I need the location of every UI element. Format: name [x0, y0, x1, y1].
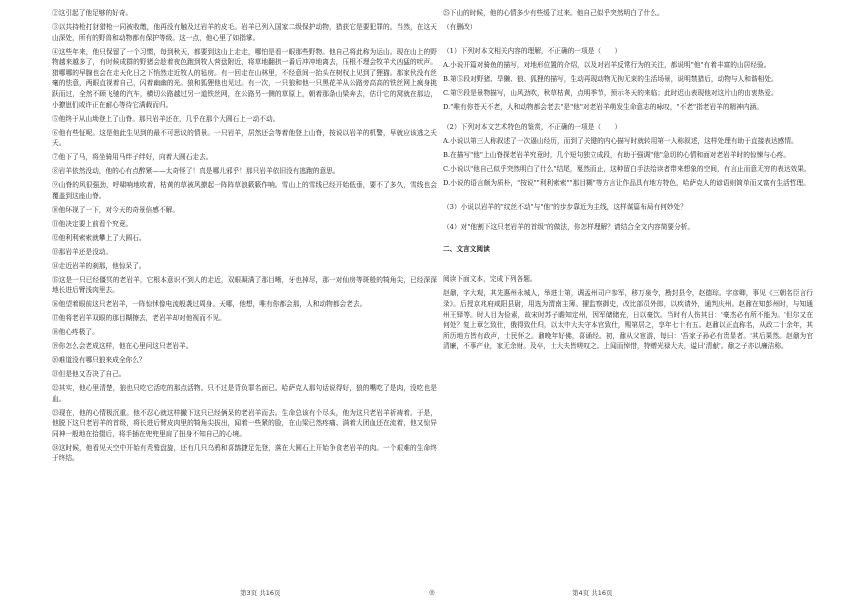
paragraph: ⑱他心疼极了。: [52, 328, 99, 337]
paragraph: ⑥他有些怔呢。这是他此生见到的最不可思议的情景。一只岩羊，居然还会等着他登上山脊，按说以岩羊的机警，早就应该逃之夭夭。: [52, 128, 437, 148]
paragraph: ④这些年来，他只保留了一个习惯，每到秋天，都要到这山上走走，哪怕是看一眼那些野物。他自己将此称为运山。现在山上的野物越来越多了，有时候成群的野猪会趁着夜色跑到牧人营盘附近，将草地翻拱一番后冲冲地离去，压根不理会牧羊犬凶猛的吠声。猎哪哪的早腺也会在走天化日之下悄然走近牧人的毡房。有一回走在山林里，不经意间一抬头在树杈上见到了狸猫。那家伙没有丝毫的怯意，两眼直视着自己，闪着幽幽的光。狼和狐狸他也见过。有一次，一只狼和他一只黑花羊从公路旁高高的铁丝网上疯身挑跃而过，全然不顾飞驰的汽车，横切公路越过另一道铁丝网，在公路另一侧的草原上，朝着那条山梁奔去，估计它的窝就在那边，小獠崽们或许正在耐心等待它满载而归。: [52, 47, 437, 109]
question-1-option-b: B.第⑤段对野猪、旱獭、狼、狐狸的描写，生动再现动物无拘无束的生活场景，说明禁猎后，动物与人和谐相处。: [443, 74, 778, 83]
paragraph: ㉔这时候，他看见天空中开始有秃鹫盘旋，还有几只乌鸦和喜鹊捷足先登，落在大圆石上开始争食老岩羊的肉。一个艰难的生命终于终结。: [52, 443, 437, 463]
paragraph: ㉓现在，他的心情极沉重。他不忍心就这样撇下这只已经俩呆的老岩羊而去。生命总该有个尽头，他为这只老岩羊祈祷着。于是，他脱下这只老岩羊的首级，将长进后臂皮肉里的犄角尖拔出，闻着一些紧的脸，在山梁已然疼痛、满着大团血还在流着，他又惊异同神一般地在拾掇后，将手插在兜兜里肩了扭身不知自己的心境。: [52, 408, 437, 438]
classical-passage: 赵鼐，字大观，其先惠州永城人，举进士第，调孟州司户参军，移万泉令，勘封县令，赵德琮。字彦卿，事见《三朝名臣言行录》。后授京兆府咸阳县尉，用选为渭南主簿。擢监察御史，改比部员外郎，以疾请外，通判庆州。赵鼐在知彭州时，与知通州王铎等。时人目为俭素，故宋时苏子瞻知定州，因军储储充，日以豪饮。当时有人伤其日：'豪杰必有所不能为。'但尔又在何处？复上章乞致仕，俄得致仕归，以太中大夫守本官致仕，赐第居之，享年七十有五。赵鼐以正直称名，从政二十余年，其所历地方皆有政声，士民怀之。鼐晚年好佛，喜诵经。初，鼐从父宦游，每曰：'吾家子孙必有贵显者。'其后果然。赵鼐为官清廉，不事产业，家无余财。及卒，士大夫皆嗟叹之。上闻而悼惜，特赠光禄大夫，谥曰'清献'。鼐之子亦以廉洁称。: [443, 289, 813, 351]
paragraph: ㉕下山的时候，他的心情多少有些缓了过来。他自己似乎突然明白了什么。: [443, 9, 664, 17]
question-3: （3）小说以岩羊的"纹丝不动"与"他"的步步靠近为主线，这样谋篇布局有何妙处？: [443, 202, 687, 211]
paragraph: ⑩他环视了一下，对今天的奇景倍感不解。: [52, 205, 180, 214]
footer-center-mark: ◎: [429, 588, 435, 596]
question-1-option-c: C.第⑨段是景物描写，山风劲吹，秋草枯黄，点明季节，预示冬天的来临；此时迟山表现他对这片山的由衷热爱。: [443, 88, 778, 97]
passage-intro: 阅读下面文本，完成下列各题。: [443, 275, 537, 284]
section-heading: 二、文言文阅读: [443, 244, 490, 253]
paragraph: ㉑但是他又否决了自己。: [52, 370, 126, 379]
paragraph: ⑰他将老岩羊双眼的那目糊擦去，老岩羊却对他视而不见。: [52, 314, 226, 323]
paragraph: ⑦他下了马，将坐骑用马绊子绊好，向着大圆石走去。: [52, 153, 213, 162]
paragraph: ㉒其实，他心里清楚，狼也只吃它活吃的那点活物。只不过是背负罪名面已。哈萨克人那句话说得好，狼的嘴吃了是肉，没吃也是血。: [52, 384, 437, 403]
paragraph: ⑤他终于从山坳登上了山脊。那只岩羊还在，几乎在那个大圆石上一动不动。: [52, 114, 280, 123]
paragraph: ⑲你怎么会老成这样，他在心里问这只老岩羊。: [52, 342, 193, 351]
paragraph: ⑮这是一只已经僵冥的老岩羊，它根本意识不到人的走近，双眼凝满了那目晰，牙也掉尽，那一对仙房等斑般的犄角尖，已经深深地长进后臂浅肉里去。: [52, 275, 437, 295]
source-note: （有删改）: [443, 22, 477, 31]
question-1-stem: （1）下列对本文相关内容的理解，不正确的一项是（ ）: [443, 46, 622, 55]
question-1-option-a: A.小说开篇对骑鱼的描写，对地形位置的介绍，以及对岩羊反常行为的关注，都说明"他"有着丰富的山居经验。: [443, 60, 771, 69]
question-2-stem: （2）下列对本文艺术特色的鉴赏，不正确的一项是（ ）: [443, 122, 622, 131]
question-2-option-c: C.小说以"他自己似乎突然明白了什么"结尾，戛然而止，这种留白手法给读者带来想象的空间，有言止而意无穷的表达效果。: [443, 164, 811, 173]
right-column: [443, 8, 813, 355]
paragraph: ⑪他决定要上前看个究竟。: [52, 219, 133, 228]
question-1-option-d: D."唯有你苍天不老，人和动物都会老去"是"他"对老岩羊萌发生命意志的咏叹，"不老"指老岩羊的精神内涵。: [443, 102, 763, 111]
paragraph: ⑳难道没有哪只狼来成全你么？: [52, 356, 146, 365]
paragraph: ⑨山脊的风很强劲，呼啸响地吹着，枯黄的草被风撩起一阵阵草浪簌簌作响。雪山上的雪线已经开始低垂，要不了多久，雪线也会覆盖到这座山脊。: [52, 181, 437, 200]
paragraph: ⑧岩羊依然没动，他的心有点醉紧——太奇怪了！真是哪儿邪乎！那只岩羊依旧没有逃跑的意思。: [52, 167, 340, 176]
paragraph: ⑫他利利索索就攀上了大圆石。: [52, 233, 146, 242]
footer-page-left: 第3页 共16页: [240, 589, 281, 597]
paragraph: ⑬那岩羊还是没动。: [52, 247, 113, 256]
question-2-option-b: B.在描写"他"上山脊探老岩羊究竟时，几个短句独立成段，有助于强调"他"急切的心情和面对老岩羊时的惊悚与心疼。: [443, 150, 791, 159]
left-column: [52, 8, 437, 467]
paragraph: ②这引起了他足够的好奇。: [52, 9, 133, 17]
question-2-option-d: D.小说的语言颇为质朴，"按说""利利索索""那目糊"等方言让作品具有地方特色，哈萨克人的谚语则简单而又富有生活哲理。: [443, 178, 810, 187]
question-4: （4）对"他割下这只老岩羊的首级"的做法，你怎样理解？请结合全文内容简要分析。: [443, 222, 695, 231]
question-2-option-a: A.小说以第三人称叙述了一次逼山经历，而到了关键的内心描写时就转用第一人称叙述，这样处理有助于直接表达感情。: [443, 136, 798, 145]
paragraph: ③以共持枪打豺猎枪一同被收缴，他再没有触及过岩羊的皮毛。岩羊已列入国家二级保护动物，猎获它是要犯罪的。当然，在这天山深处，所有的野兽和动物都有保护等级。这一点，他心里了如指掌。: [52, 22, 437, 42]
footer-page-right: 第4页 共16页: [572, 589, 613, 597]
paragraph: ⑯他望着眼前这只老岩羊，一阵惊怵像电流般袭过周身。天哪，他想，唯有你都会那，人和动物都会老去。: [52, 300, 367, 309]
paragraph: ⑭走近岩羊的刹那，他惊呆了。: [52, 261, 146, 270]
